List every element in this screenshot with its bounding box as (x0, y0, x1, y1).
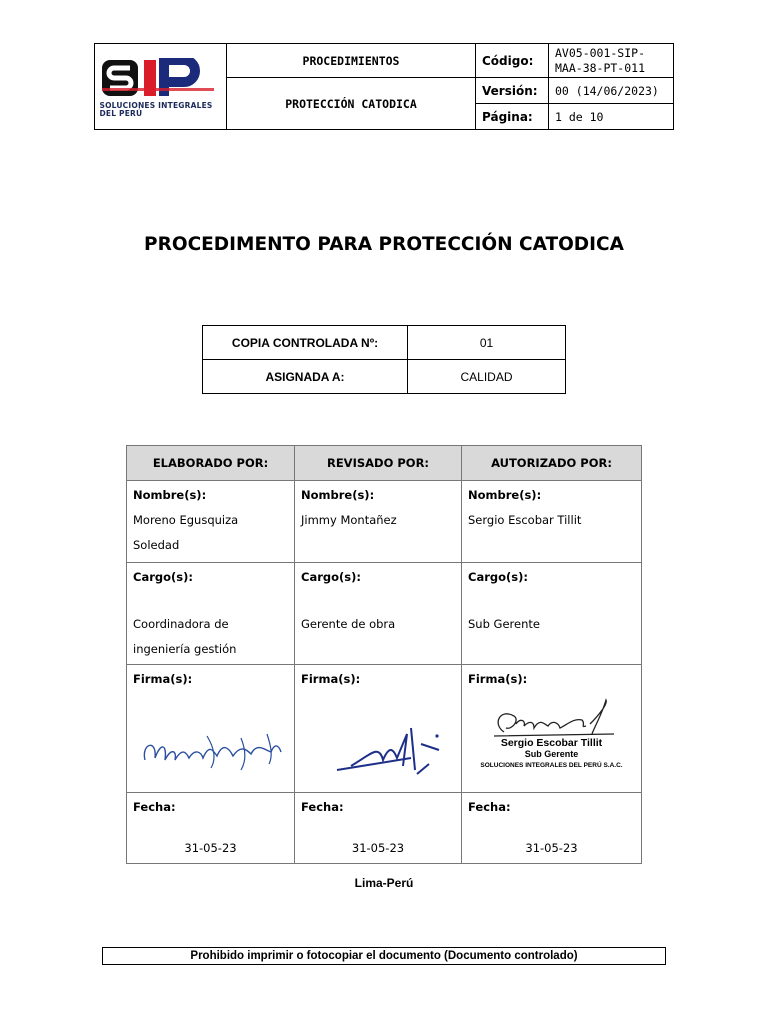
logo-subtitle-line2: DEL PERÚ (99, 108, 143, 118)
assigned-value: CALIDAD (408, 360, 566, 394)
role-label: Cargo(s): (301, 570, 361, 584)
stamp-company: SOLUCIONES INTEGRALES DEL PERÚ S.A.C. (480, 762, 623, 769)
date-label: Fecha: (133, 800, 176, 814)
name-cell-3 (462, 481, 642, 563)
name-label: Nombre(s): (133, 488, 207, 502)
role-cell-3 (462, 563, 642, 665)
date-cell-3 (462, 793, 642, 864)
signature-cell-2 (295, 665, 462, 793)
header-autorizado: AUTORIZADO POR: (462, 446, 642, 481)
name-value-3: Sergio Escobar Tillit (468, 513, 582, 527)
date-cell-2 (295, 793, 462, 864)
name-value-1: Moreno Egusquiza Soledad (133, 513, 239, 552)
role-label: Cargo(s): (133, 570, 193, 584)
signature-stamp (468, 692, 635, 790)
footer-notice: Prohibido imprimir o fotocopiar el documento (Documento controlado) (102, 947, 666, 965)
header-elaborado: ELABORADO POR: (127, 446, 295, 481)
controlled-copy-table (202, 325, 566, 394)
signature-cell-3 (462, 665, 642, 793)
signature-cell-1 (127, 665, 295, 793)
role-label: Cargo(s): (468, 570, 528, 584)
stamp-name: Sergio Escobar Tillit (500, 737, 603, 749)
company-logo (96, 52, 226, 122)
date-value-3: 31-05-23 (525, 841, 578, 855)
version-value: 00 (14/06/2023) (549, 78, 674, 104)
page-title: PROCEDIMENTO PARA PROTECCIÓN CATODICA (144, 234, 624, 255)
logo-subtitle-line1: SOLUCIONES INTEGRALES (99, 100, 213, 110)
role-cell-1 (127, 563, 295, 665)
code-value: AV05-001-SIP-MAA-38-PT-011 (549, 44, 674, 78)
date-label: Fecha: (301, 800, 344, 814)
date-value-1: 31-05-23 (184, 841, 237, 855)
role-value-3: Sub Gerente (468, 617, 540, 631)
date-cell-1 (127, 793, 295, 864)
version-label: Versión: (476, 78, 549, 104)
name-cell-2 (295, 481, 462, 563)
location: Lima-Perú (354, 876, 414, 890)
handwritten-signature-1 (137, 724, 287, 784)
code-label: Código: (476, 44, 549, 78)
header-revisado: REVISADO POR: (295, 446, 462, 481)
sip-logo-icon (102, 58, 214, 98)
signature-label: Firma(s): (301, 672, 361, 686)
name-cell-1 (127, 481, 295, 563)
page-value: 1 de 10 (549, 104, 674, 130)
role-value-2: Gerente de obra (301, 617, 396, 631)
signature-label: Firma(s): (133, 672, 193, 686)
copy-value: 01 (408, 326, 566, 360)
doc-name: PROTECCIÓN CATODICA (227, 78, 476, 130)
page-label: Página: (476, 104, 549, 130)
document-header (94, 43, 674, 130)
role-cell-2 (295, 563, 462, 665)
date-label: Fecha: (468, 800, 511, 814)
doc-type: PROCEDIMIENTOS (227, 44, 476, 78)
name-value-2: Jimmy Montañez (301, 513, 397, 527)
assigned-label: ASIGNADA A: (203, 360, 408, 394)
name-label: Nombre(s): (468, 488, 542, 502)
signature-label: Firma(s): (468, 672, 528, 686)
name-label: Nombre(s): (301, 488, 375, 502)
role-value-1: Coordinadora de ingeniería gestión (133, 617, 237, 656)
stamp-role: Sub Gerente (524, 749, 579, 759)
logo-cell (95, 44, 227, 130)
handwritten-signature-2 (331, 714, 481, 784)
handwritten-signature-3 (490, 694, 620, 742)
copy-label: COPIA CONTROLADA Nº: (203, 326, 408, 360)
date-value-2: 31-05-23 (351, 841, 405, 855)
approval-table (126, 445, 642, 864)
